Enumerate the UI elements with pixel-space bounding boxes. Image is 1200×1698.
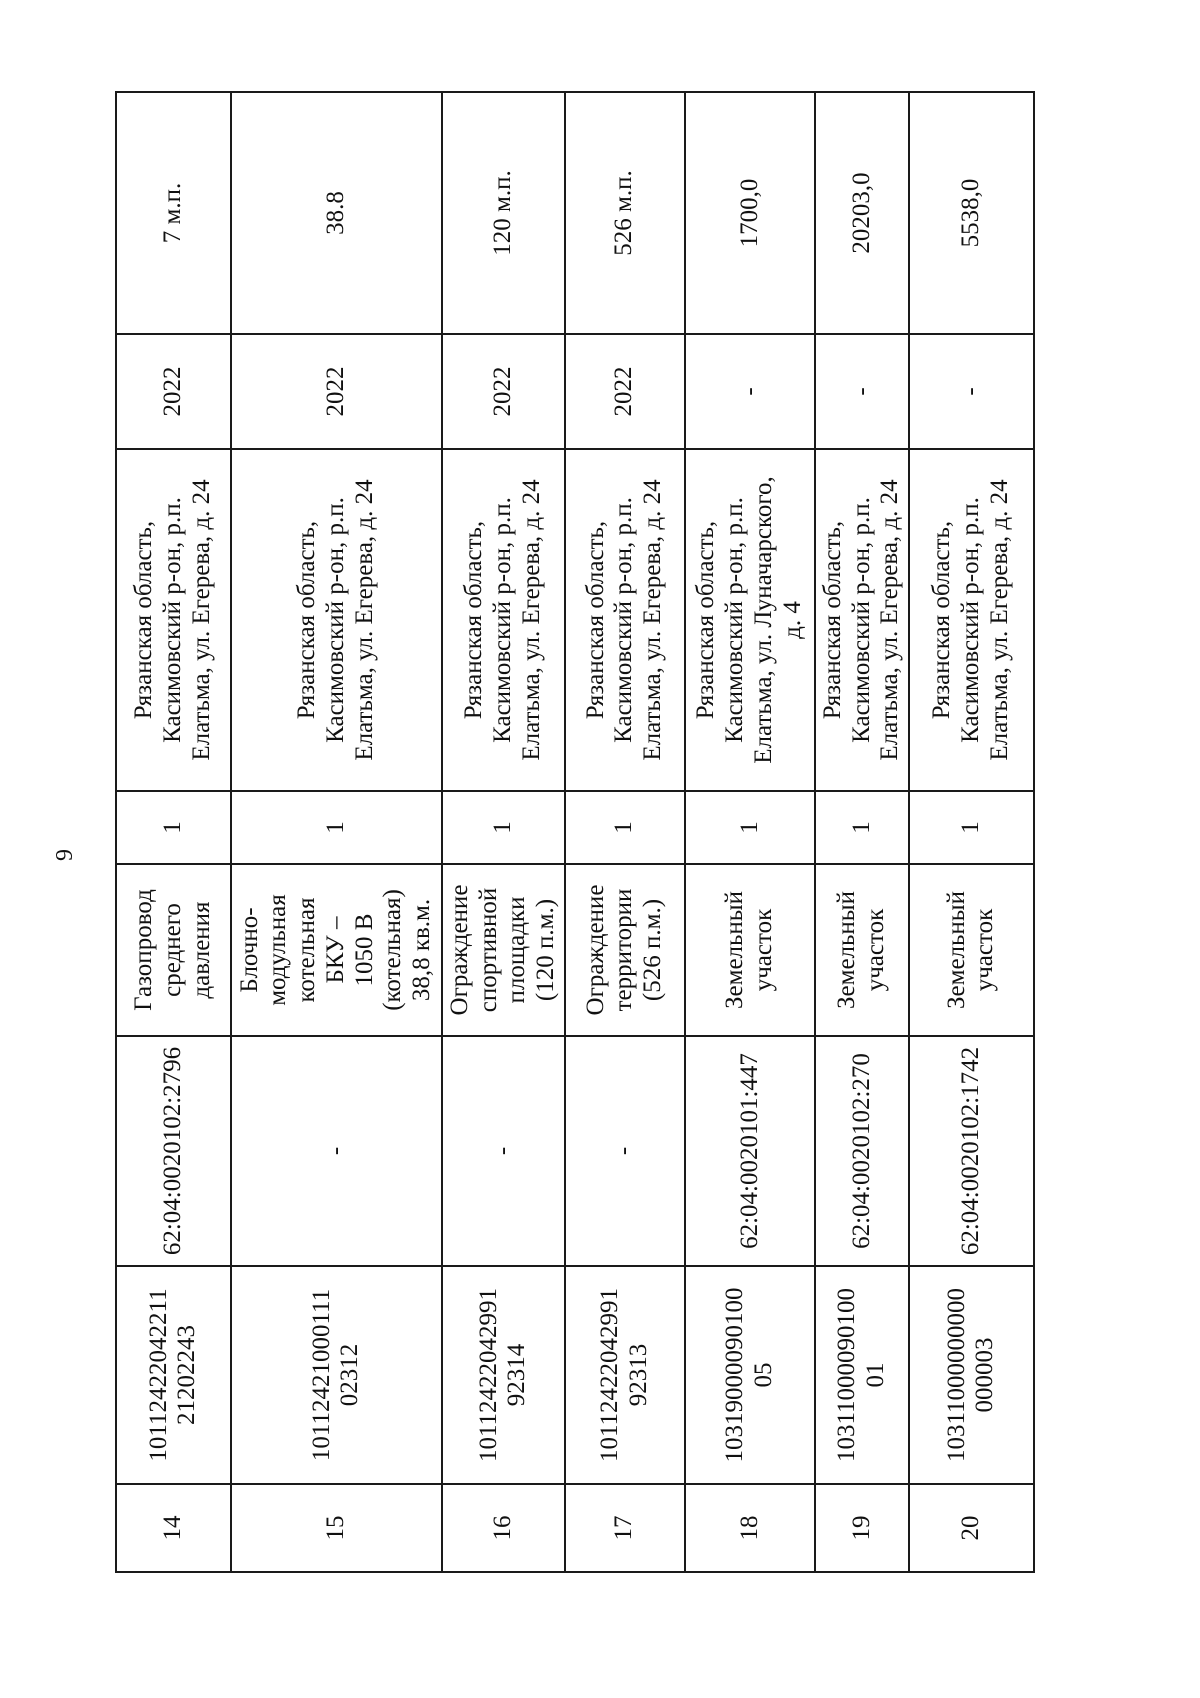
size-cell: [116, 92, 231, 334]
quantity-cell: [231, 791, 442, 864]
inventory-number-cell: [442, 1266, 565, 1484]
quantity-cell: [442, 791, 565, 864]
row-number-cell-text: 17: [610, 1515, 638, 1541]
address-cell: [442, 449, 565, 791]
year-cell-text: 2022: [159, 366, 187, 417]
object-name-cell-text: Земельный участок: [942, 891, 999, 1009]
row-number-cell-text: 15: [321, 1515, 349, 1541]
year-cell: [231, 334, 442, 449]
row-number-cell: [116, 1484, 231, 1572]
cadastral-number-cell-text: -: [321, 1146, 349, 1156]
year-cell: [815, 334, 909, 449]
object-name-cell-text: Ограждение спортивной площадки (120 п.м.): [445, 884, 560, 1016]
size-cell-text: 120 м.п.: [488, 170, 516, 256]
object-name-cell: [231, 864, 442, 1036]
year-cell-text: -: [957, 387, 985, 396]
row-number-cell-text: 14: [159, 1515, 187, 1541]
table-row: [565, 92, 685, 1572]
address-cell: [231, 449, 442, 791]
year-cell-text: 2022: [488, 366, 516, 417]
address-cell-text: Рязанская область, Касимовский р-он, р.п. Елатьма, ул. Егерева, д. 24: [581, 479, 667, 761]
row-number-cell-text: 19: [847, 1515, 875, 1541]
cadastral-number-cell: [565, 1036, 685, 1266]
quantity-cell-text: 1: [735, 821, 763, 834]
inventory-number-cell: [909, 1266, 1034, 1484]
object-name-cell: [909, 864, 1034, 1036]
quantity-cell-text: 1: [847, 821, 875, 834]
size-cell: [815, 92, 909, 334]
address-cell-text: Рязанская область, Касимовский р-он, р.п. Елатьма, ул. Егерева, д. 24: [928, 479, 1013, 761]
quantity-cell-text: 1: [321, 821, 349, 834]
size-cell: [909, 92, 1034, 334]
cadastral-number-cell-text: 62:04:0020102:1742: [957, 1046, 985, 1256]
object-name-cell: [116, 864, 231, 1036]
address-cell: [909, 449, 1034, 791]
size-cell-text: 20203,0: [847, 172, 875, 254]
inventory-number-cell: [231, 1266, 442, 1484]
inventory-number-cell-text: 10311000000000 000003: [942, 1287, 999, 1463]
year-cell-text: -: [735, 387, 763, 396]
inventory-number-cell-text: 10112422042991 92313: [596, 1287, 652, 1463]
size-cell: [565, 92, 685, 334]
address-cell: [116, 449, 231, 791]
row-number-cell: [565, 1484, 685, 1572]
table-row: [231, 92, 442, 1572]
address-cell-text: Рязанская область, Касимовский р-он, р.п. Елатьма, ул. Егерева, д. 24: [130, 479, 215, 761]
size-cell-text: 1700,0: [735, 178, 763, 248]
table-row: [442, 92, 565, 1572]
table-row: [685, 92, 815, 1572]
table-row: [116, 92, 231, 1572]
year-cell-text: -: [847, 387, 875, 396]
cadastral-number-cell-text: 62:04:0020102:2796: [159, 1046, 187, 1256]
object-name-cell-text: Ограждение территории (526 п.м.): [581, 884, 667, 1016]
size-cell-text: 7 м.п.: [159, 182, 187, 244]
row-number-cell-text: 16: [488, 1515, 516, 1541]
inventory-number-cell-text: 10112422042211 21202243: [144, 1288, 201, 1462]
quantity-cell-text: 1: [610, 821, 638, 834]
cadastral-number-cell-text: -: [610, 1146, 638, 1156]
size-cell: [685, 92, 815, 334]
quantity-cell-text: 1: [488, 821, 516, 834]
quantity-cell: [116, 791, 231, 864]
address-cell: [815, 449, 909, 791]
cadastral-number-cell: [116, 1036, 231, 1266]
size-cell-text: 38.8: [321, 191, 349, 235]
row-number-cell: [815, 1484, 909, 1572]
year-cell: [565, 334, 685, 449]
year-cell: [442, 334, 565, 449]
address-cell-text: Рязанская область, Касимовский р-он, р.п. Елатьма, ул. Луначарского, д. 4: [692, 476, 806, 764]
object-name-cell-text: Блочно- модульная котельная БКУ – 1050 В (котельная) 38,8 кв.м.: [235, 889, 436, 1011]
cadastral-number-cell: [685, 1036, 815, 1266]
inventory-number-cell-text: 10112422042991 92314: [474, 1287, 531, 1463]
row-number-cell: [231, 1484, 442, 1572]
quantity-cell: [565, 791, 685, 864]
inventory-number-cell-text: 10311000090100 01: [833, 1287, 889, 1463]
inventory-number-cell: [116, 1266, 231, 1484]
address-cell-text: Рязанская область, Касимовский р-он, р.п. Елатьма, ул. Егерева, д. 24: [818, 479, 904, 761]
year-cell: [116, 334, 231, 449]
size-cell-text: 5538,0: [957, 178, 985, 248]
table-body: [116, 92, 1034, 1572]
quantity-cell-text: 1: [957, 821, 985, 834]
year-cell-text: 2022: [610, 366, 638, 417]
year-cell: [909, 334, 1034, 449]
row-number-cell-text: 20: [957, 1515, 985, 1541]
address-cell-text: Рязанская область, Касимовский р-он, р.п. Елатьма, ул. Егерева, д. 24: [293, 479, 378, 761]
cadastral-number-cell-text: 62:04:0020101:447: [735, 1053, 763, 1249]
property-register-table: [115, 93, 1035, 1573]
object-name-cell: [442, 864, 565, 1036]
quantity-cell-text: 1: [159, 821, 187, 834]
cadastral-number-cell: [815, 1036, 909, 1266]
cadastral-number-cell: [231, 1036, 442, 1266]
inventory-number-cell: [685, 1266, 815, 1484]
table-row: [909, 92, 1034, 1572]
year-cell: [685, 334, 815, 449]
object-name-cell: [685, 864, 815, 1036]
address-cell: [565, 449, 685, 791]
cadastral-number-cell-text: 62:04:0020102:270: [847, 1053, 875, 1249]
cadastral-number-cell: [909, 1036, 1034, 1266]
cadastral-number-cell: [442, 1036, 565, 1266]
address-cell: [685, 449, 815, 791]
object-name-cell: [815, 864, 909, 1036]
address-cell-text: Рязанская область, Касимовский р-он, р.п. Елатьма, ул. Егерева, д. 24: [460, 479, 545, 761]
inventory-number-cell: [565, 1266, 685, 1484]
row-number-cell: [685, 1484, 815, 1572]
row-number-cell: [442, 1484, 565, 1572]
inventory-number-cell-text: 10319000090100 05: [721, 1287, 777, 1463]
page-number: 9: [52, 849, 78, 861]
size-cell-text: 526 м.п.: [610, 170, 638, 256]
row-number-cell: [909, 1484, 1034, 1572]
row-number-cell-text: 18: [735, 1515, 763, 1541]
object-name-cell-text: Газопровод среднего давления: [130, 889, 215, 1011]
inventory-number-cell-text: 10112421000111 02312: [307, 1288, 364, 1462]
quantity-cell: [815, 791, 909, 864]
cadastral-number-cell-text: -: [488, 1146, 516, 1156]
quantity-cell: [909, 791, 1034, 864]
size-cell: [442, 92, 565, 334]
object-name-cell-text: Земельный участок: [833, 891, 889, 1009]
object-name-cell: [565, 864, 685, 1036]
table-row: [815, 92, 909, 1572]
year-cell-text: 2022: [321, 366, 349, 417]
quantity-cell: [685, 791, 815, 864]
size-cell: [231, 92, 442, 334]
inventory-number-cell: [815, 1266, 909, 1484]
object-name-cell-text: Земельный участок: [721, 891, 777, 1009]
